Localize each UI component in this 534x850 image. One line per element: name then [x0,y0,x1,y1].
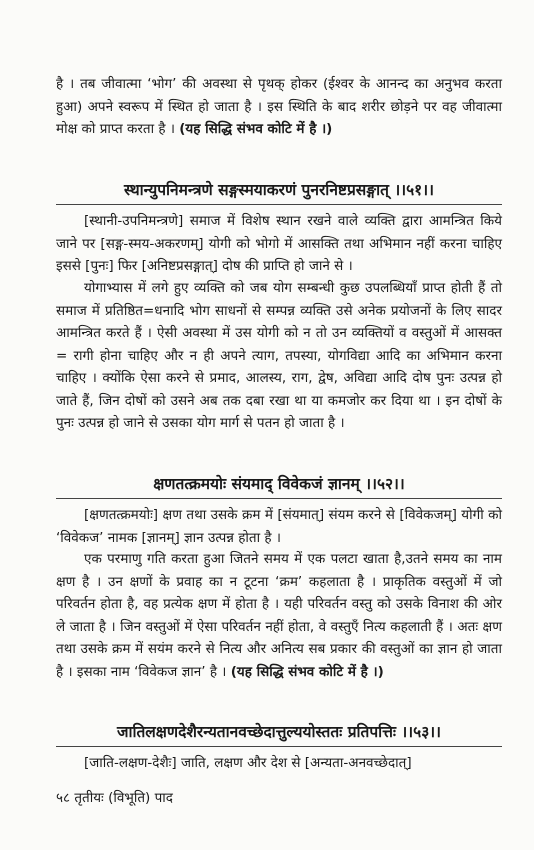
sutra-53: जातिलक्षणदेशैरन्यतानवच्छेदात्तुल्ययोस्ततः प्रतिपत्तिः ।।५३।। [116,723,442,741]
paragraph-sutra52-meaning [56,504,502,549]
page-footer: ५८ तृतीयः (विभूति) पाद [56,790,173,806]
sutra-52: क्षणतत्क्रमयोः संयमाद् विवेकजं ज्ञानम् ।।५२।। [153,475,405,493]
divider [56,204,502,205]
paragraph-text: [क्षणतत्क्रमयोः] क्षण तथा उसके क्रम में [संयमात्] संयम करने से [विवेकजम्] योगी को ‘विवेकज’ नामक [ज्ञानम्] ज्ञान उत्पन्न होता है । [56,507,502,546]
paragraph-text: [स्थानी-उपनिमन्त्रणे] समाज में विशेष स्थान रखने वाले व्यक्ति द्वारा आमन्त्रित किये जाने पर [सङ्ग-स्मय-अकरणम्] योगी को भोगो में आसक्ति तथा अभिमान नहीं करना चाहिए इससे [पुनः] फिर [अनिष्टप्रसङ्गात्] दोष की प्राप्ति हो जाने से । [56,213,502,274]
paragraph-moksha [56,73,502,141]
paragraph-sutra51-meaning [56,210,502,278]
sutra-51: स्थान्युपनिमन्त्रणे सङ्गस्मयाकरणं पुनरनिष्टप्रसङ्गात् ।।५१।। [124,181,434,199]
paragraph-sutra51-explanation [56,277,502,435]
paragraph-text: [जाति-लक्षण-देशैः] जाति, लक्षण और देश से [अन्यता-अनवच्छेदात्] [84,755,412,771]
paragraph-text: योगाभ्यास में लगे हुए व्यक्ति को जब योग सम्बन्धी कुछ उपलब्धियाँ प्राप्त होती हैं तो समाज में प्रतिष्ठित=धनादि भोग साधनों से सम्पन्न व्यक्ति उसे अनेक प्रयोजनों के लिए सादर आमन्त्रित करते हैं । ऐसी अवस्था में उस योगी को न तो उन व्यक्तियों व वस्तुओं में आसक्त = रागी होना चाहिए और न ही अपने त्याग, तपस्या, योगविद्या आदि का अभिमान करना चाहिए । क्योंकि ऐसा करने से प्रमाद, आलस्य, राग, द्वेष, अविद्या आदि दोष पुनः उत्पन्न हो जाते हैं, जिन दोषों को उसने अब तक दबा रखा था या कमजोर कर दिया था । इन दोषों के पुनः उत्पन्न हो जाने से उसका योग मार्ग से पतन हो जाता है । [56,280,502,431]
siddhi-note: (यह सिद्धि संभव कोटि में है ।) [179,121,333,137]
paragraph-text: एक परमाणु गति करता हुआ जितने समय में एक पलटा खाता है,उतने समय का नाम क्षण है । उन क्षणों के प्रवाह का न टूटना ‘क्रम’ कहलाता है । प्राकृतिक वस्तुओं में जो परिवर्तन होता है, वह प्रत्येक क्षण में होता है । यही परिवर्तन वस्तु को उसके विनाश की ओर ले जाता है । जिन वस्तुओं में ऐसा परिवर्तन नहीं होता, वे वस्तुएँ नित्य कहलाती हैं । अतः क्षण तथा उसके क्रम में सयंम करने से नित्य और अनित्य सब प्रकार की वस्तुओं का ज्ञान हो जाता है । इसका नाम ‘विवेकज ज्ञान’ है । [56,551,502,680]
paragraph-sutra53-meaning [56,752,502,775]
divider [56,746,502,747]
paragraph-text: है । तब जीवात्मा ‘भोग’ की अवस्था से पृथक् होकर (ईश्वर के आनन्द का अनुभव करता हुआ) अपने स्वरूप में स्थित हो जाता है । इस स्थिति के बाद शरीर छोड़ने पर वह जीवात्मा मोक्ष को प्राप्त करता है । [56,76,502,137]
paragraph-sutra52-explanation [56,548,502,683]
siddhi-note: (यह सिद्धि संभव कोटि में है ।) [230,663,384,680]
divider [56,498,502,499]
